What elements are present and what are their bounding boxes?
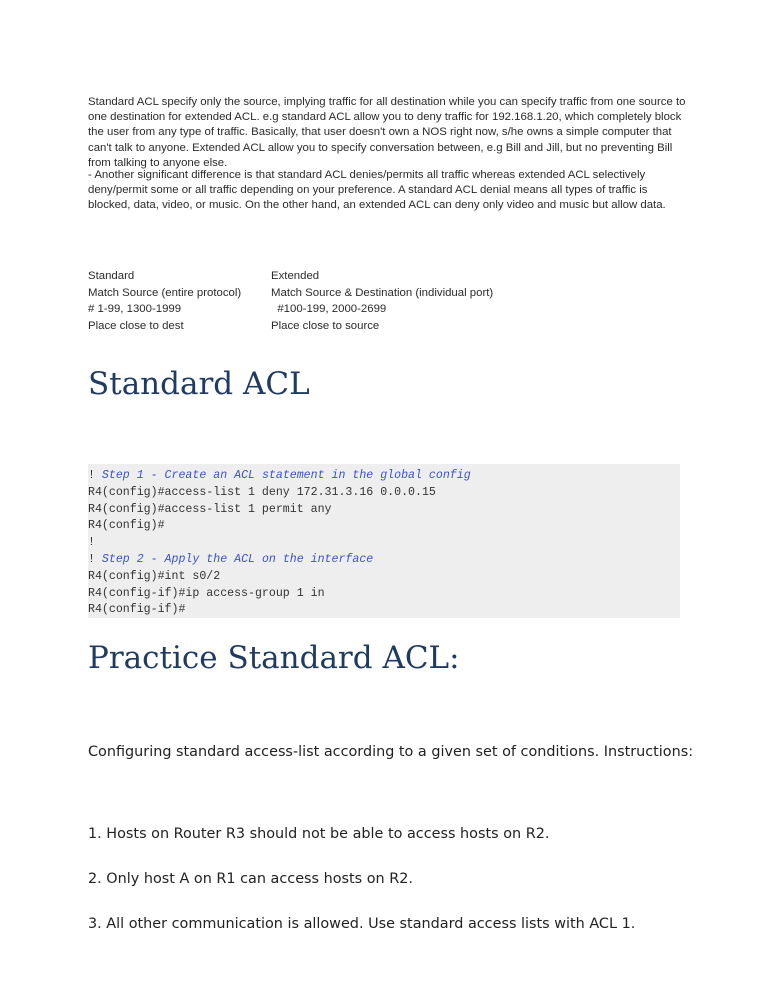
comparison-extended-line: Place close to source (271, 319, 380, 332)
code-text: R4(config)# (88, 519, 165, 533)
comparison-extended-line: Match Source & Destination (individual port) (271, 286, 494, 299)
practice-standard-acl-heading: Practice Standard ACL: (88, 640, 460, 676)
instruction-item: 2. Only host A on R1 can access hosts on R2. (88, 871, 413, 887)
comparison-extended-column (271, 268, 591, 334)
comparison-standard-line: Place close to dest (88, 319, 184, 332)
comparison-standard-column (88, 268, 268, 334)
practice-intro-text: Configuring standard access-list according to a given set of conditions. Instructions: (88, 744, 694, 760)
code-line (88, 586, 680, 603)
comparison-extended-line: Extended (271, 270, 320, 282)
code-text: R4(config-if)# (88, 603, 186, 617)
code-text: R4(config)#access-list 1 permit any (88, 502, 332, 516)
comparison-standard-line: # 1-99, 1300-1999 (88, 303, 182, 316)
code-text: R4(config)#int s0/2 (88, 569, 221, 583)
code-line (88, 518, 680, 535)
instruction-item: 3. All other communication is allowed. Use standard access lists with ACL 1. (88, 916, 636, 932)
intro-paragraph-1: Standard ACL specify only the source, implying traffic for all destination while you can specify traffic from one source to one destination for extended ACL. e.g standard ACL allow you to deny traffic for 192.168.1.20, which completely block the user from any type of traffic. Basically, that user doesn't own a NOS right now, s/he owns a simple computer that can't talk to anyone. Extended ACL allow you to specify conversation between, e.g Bill and Jill, but no preventing Bill from talking to anyone else. (88, 96, 686, 169)
comparison-standard-line: Standard (88, 270, 135, 282)
intro-paragraph-2: - Another significant difference is that standard ACL denies/permits all traffic whereas extended ACL selectively deny/permit some or all traffic depending on your preference. A standard ACL denial means all types of traffic is blocked, data, video, or music. On the other hand, an extended ACL can deny only video and music but allow data. (88, 169, 666, 212)
code-line (88, 468, 680, 485)
code-line (88, 485, 680, 502)
instruction-item: 1. Hosts on Router R3 should not be able to access hosts on R2. (88, 826, 550, 842)
comparison-standard-line: Match Source (entire protocol) (88, 286, 242, 299)
code-text: ! (88, 552, 102, 566)
code-block (88, 464, 680, 618)
code-line (88, 602, 680, 619)
code-line (88, 502, 680, 519)
code-line (88, 535, 680, 552)
comparison-extended-line: #100-199, 2000-2699 (271, 303, 387, 316)
code-comment: Step 2 - Apply the ACL on the interface (101, 552, 374, 566)
code-line (88, 552, 680, 569)
code-text: ! (88, 536, 95, 550)
standard-acl-heading: Standard ACL (88, 366, 310, 402)
code-text: ! (88, 469, 102, 482)
code-text: R4(config-if)#ip access-group 1 in (88, 586, 325, 600)
code-comment: Step 1 - Create an ACL statement in the global config (101, 469, 471, 482)
code-line (88, 569, 680, 586)
code-text: R4(config)#access-list 1 deny 172.31.3.16 0.0.0.15 (88, 485, 436, 499)
